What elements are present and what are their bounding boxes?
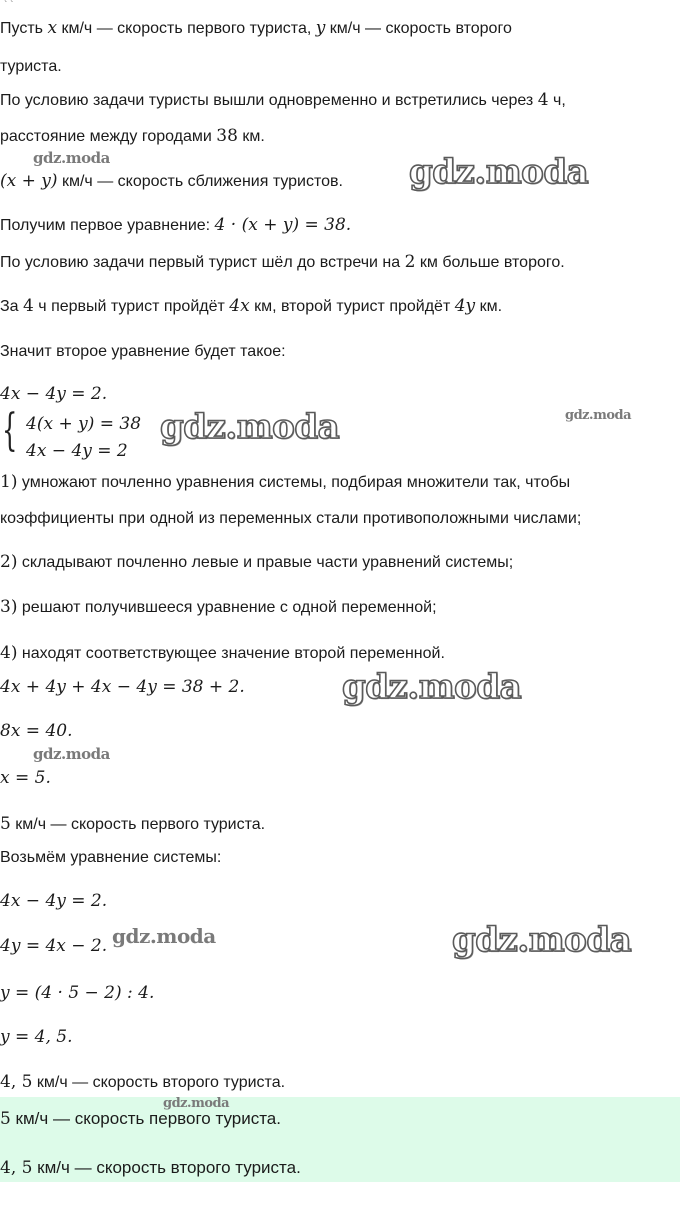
watermark: gdz.moda (409, 152, 589, 192)
text-line: туриста. (0, 58, 62, 75)
answer-line-2: 4, 5 км/ч — скорость второго туриста. (0, 1158, 301, 1178)
text-line: расстояние между городами 38 км. (0, 126, 265, 146)
watermark: gdz.moda (565, 408, 632, 423)
system-equation-2: 4x − 4y = 2 (26, 441, 128, 461)
text-line: (x + y) км/ч — скорость сближения туристов. (0, 171, 343, 191)
text-line: Получим первое уравнение: 4 · (x + y) = 38. (0, 215, 352, 235)
watermark: gdz.moda (342, 667, 522, 707)
answer-line-1: 5 км/ч — скорость первого туриста. (0, 1109, 281, 1129)
system-equation-1: 4(x + y) = 38 (26, 414, 142, 434)
step-item: 2) складывают почленно левые и правые части уравнений системы; (0, 552, 514, 572)
step-item: 1) умножают почленно уравнения системы, подбирая множители так, чтобы (0, 472, 571, 492)
text-line: Возьмём уравнение системы: (0, 849, 222, 866)
equation: 4x − 4y = 2. (0, 891, 108, 911)
text-line: 5 км/ч — скорость первого туриста. (0, 814, 266, 834)
equation: y = 4, 5. (0, 1027, 73, 1047)
equation: 8x = 40. (0, 721, 73, 741)
watermark: gdz.moda (163, 1096, 230, 1111)
text-line: За 4 ч первый турист пройдёт 4x км, второй турист пройдёт 4y км. (0, 296, 503, 316)
corner-mark: ` ` (4, 0, 14, 11)
step-item: коэффициенты при одной из переменных стали противоположными числами; (0, 510, 582, 527)
watermark: gdz.moda (33, 149, 110, 167)
equation: 4y = 4x − 2. (0, 936, 108, 956)
watermark: gdz.moda (112, 924, 216, 948)
text-line: 4, 5 км/ч — скорость второго туриста. (0, 1072, 286, 1092)
text-line: По условию задачи первый турист шёл до встречи на 2 км больше второго. (0, 252, 565, 272)
equation: 4x − 4y = 2. (0, 384, 108, 404)
text-line: Значит второе уравнение будет такое: (0, 343, 286, 360)
watermark: gdz.moda (33, 745, 110, 763)
equation: x = 5. (0, 768, 51, 788)
text-line: По условию задачи туристы вышли одновременно и встретились через 4 ч, (0, 90, 566, 110)
text-line: Пусть x км/ч — скорость первого туриста, y км/ч — скорость второго (0, 18, 512, 38)
watermark: gdz.moda (452, 920, 632, 960)
watermark: gdz.moda (160, 407, 340, 447)
equation: 4x + 4y + 4x − 4y = 38 + 2. (0, 677, 245, 697)
system-brace: { (2, 405, 18, 456)
step-item: 3) решают получившееся уравнение с одной переменной; (0, 597, 437, 617)
step-item: 4) находят соответствующее значение второй переменной. (0, 643, 445, 663)
equation: y = (4 · 5 − 2) : 4. (0, 983, 155, 1003)
